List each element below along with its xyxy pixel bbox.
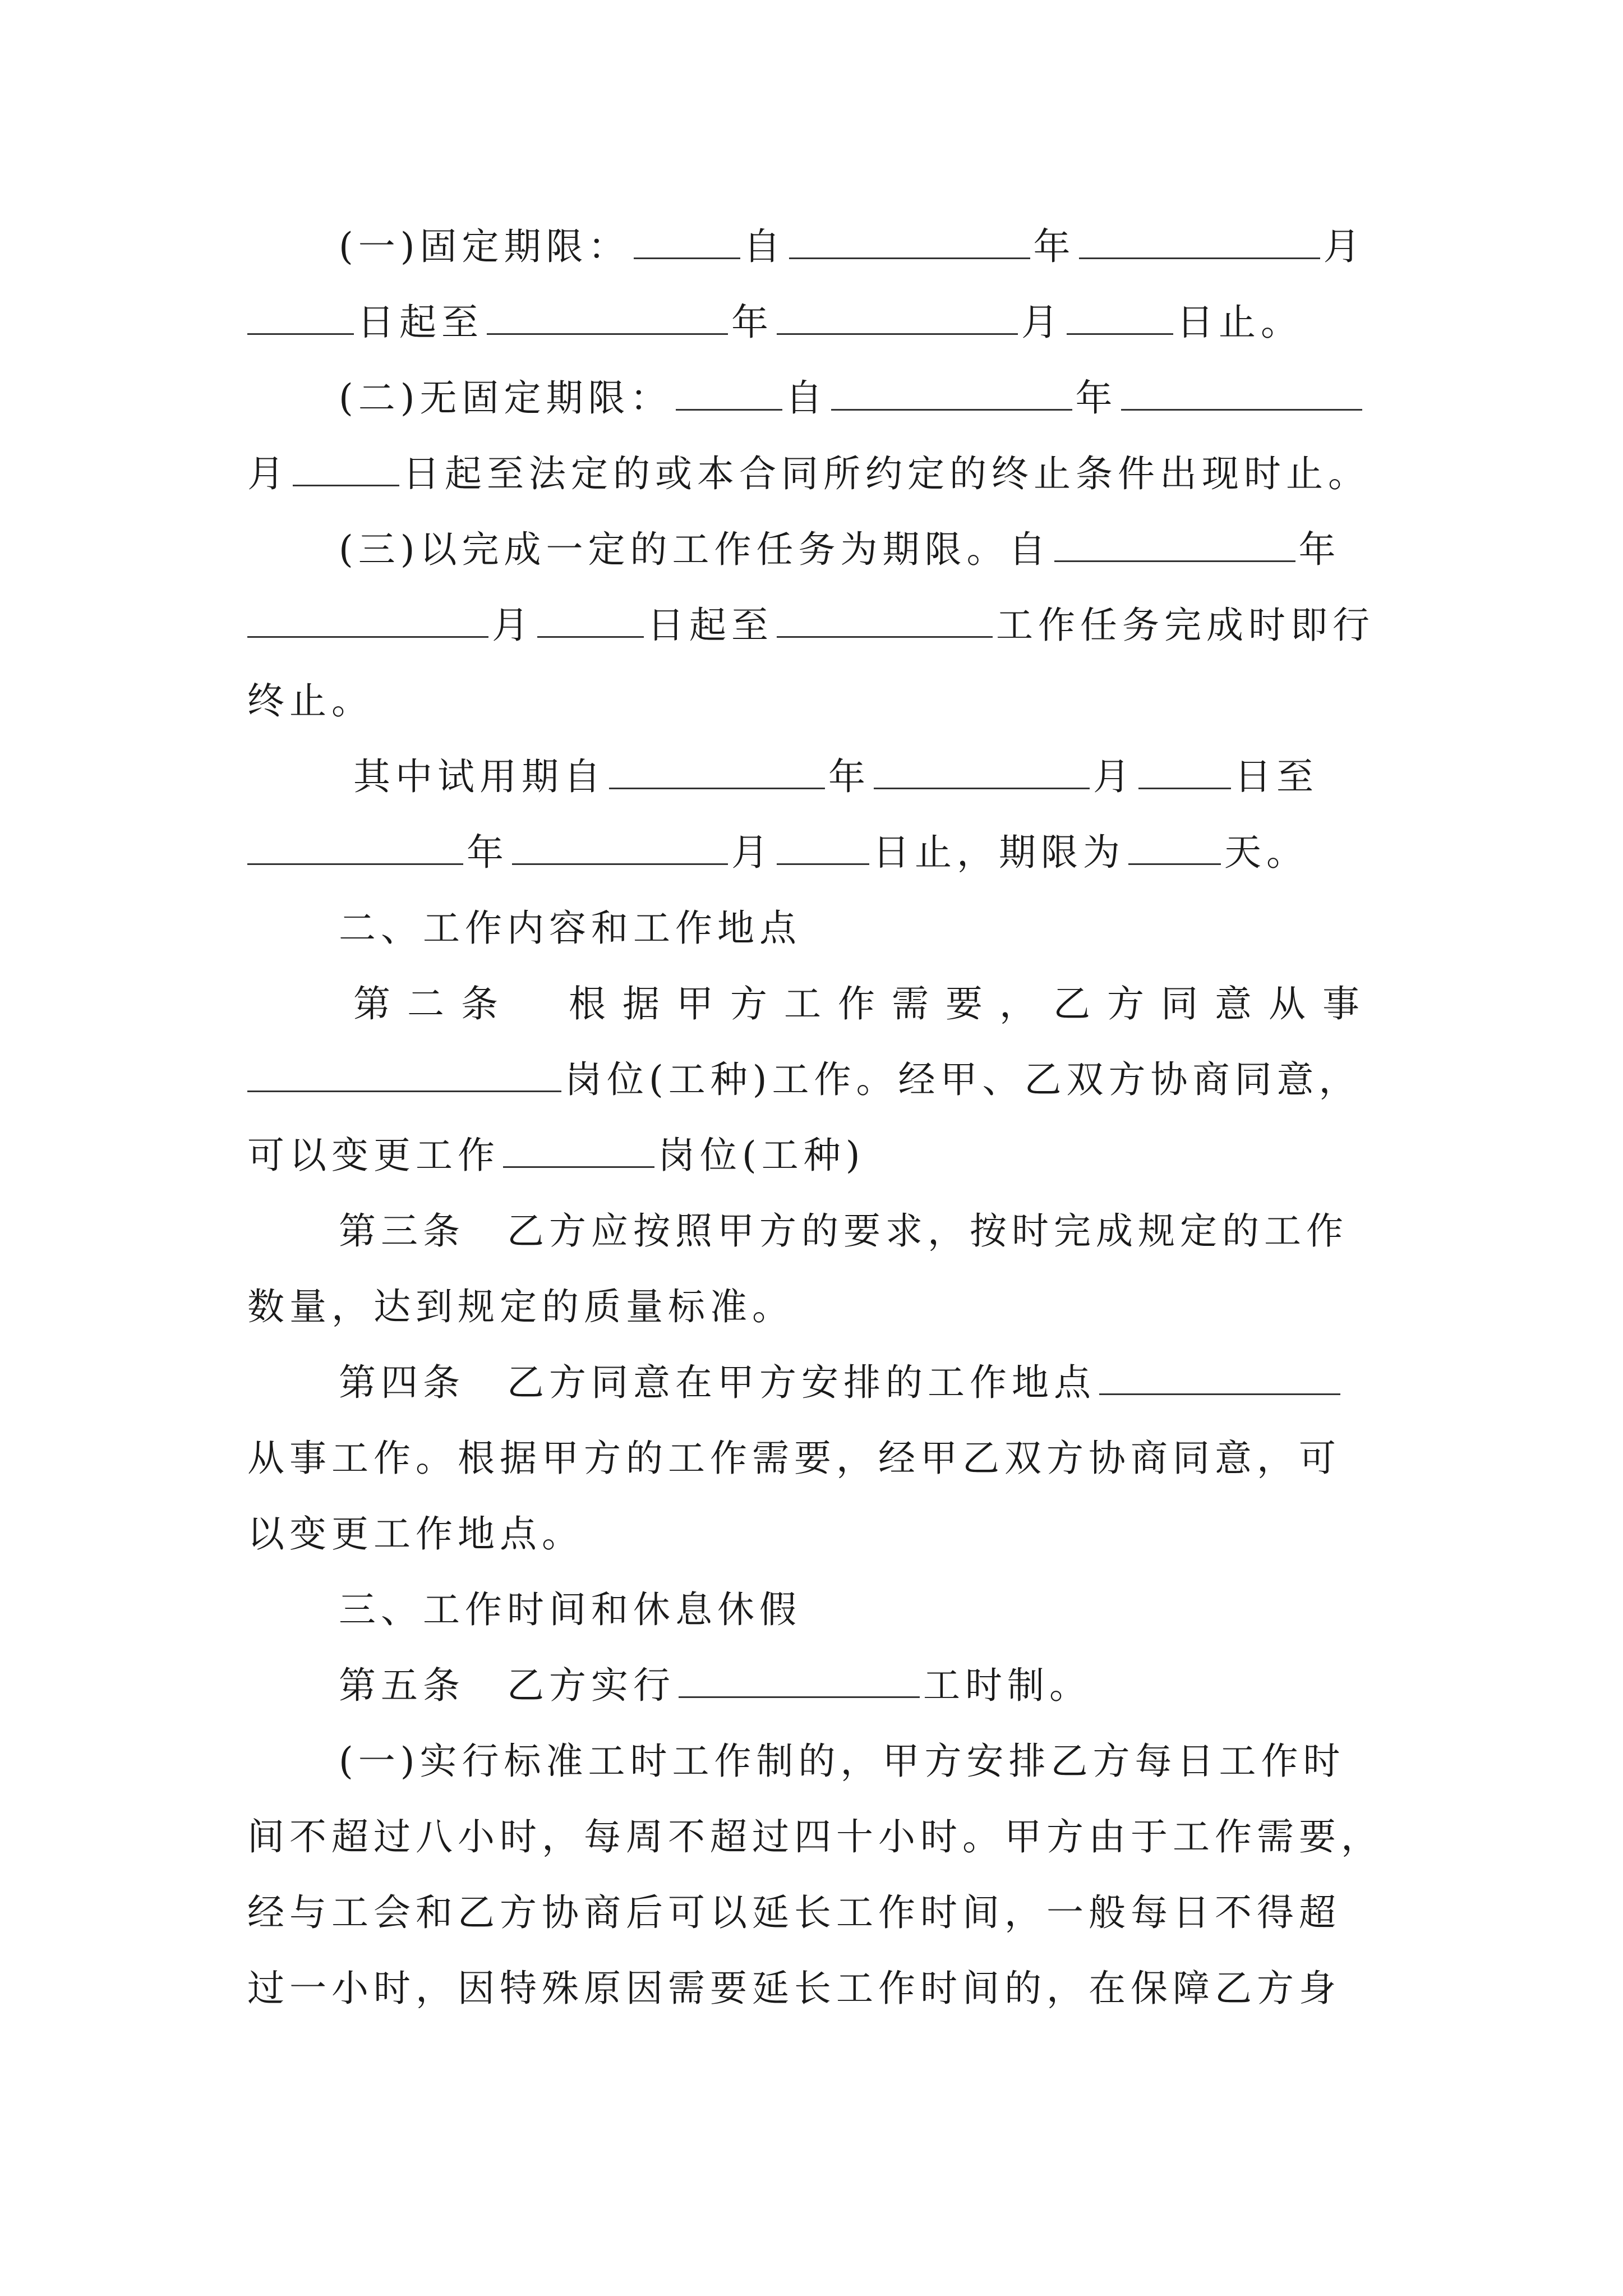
blank-field[interactable] (537, 600, 644, 638)
task-term-line-1 (339, 524, 1393, 575)
blank-field[interactable] (247, 1055, 561, 1092)
article-4-line-3 (247, 1509, 1393, 1559)
section-title: 二、工作内容和工作地点 (339, 907, 801, 950)
text-days: 天。 (1224, 831, 1308, 874)
blank-field[interactable] (503, 1130, 654, 1168)
article-2-line-3 (247, 1130, 1393, 1181)
article-2-text: 第二条 根据甲方工作需要，乙方同意从事 (353, 982, 1376, 1025)
task-term-line-2 (247, 600, 1393, 651)
standard-hours-text-3: 经与工会和乙方协商后可以延长工作时间，一般每日不得超 (247, 1891, 1341, 1934)
text-day-end: 日止。 (1177, 301, 1303, 344)
text-month: 月 (1093, 755, 1135, 798)
text-year: 年 (467, 831, 509, 874)
article-3-line-1 (339, 1206, 1393, 1257)
text-year: 年 (1298, 528, 1341, 571)
text-year: 年 (1075, 376, 1118, 420)
open-term-label: (二)无固定期限： (339, 376, 672, 420)
probation-period-text: 日止，期限为 (873, 831, 1125, 874)
article-5-work-hours: 工时制。 (923, 1664, 1091, 1707)
text-from: 自 (785, 376, 828, 420)
blank-field[interactable] (679, 1660, 920, 1698)
open-term-line-2 (247, 449, 1393, 499)
standard-hours-line-4 (247, 1963, 1393, 2014)
blank-field[interactable] (247, 827, 463, 865)
fixed-term-label: (一)固定期限： (339, 225, 630, 268)
text-terminate: 终止。 (247, 679, 374, 723)
task-term-line-3 (247, 676, 1393, 726)
blank-field[interactable] (1079, 222, 1320, 259)
blank-field[interactable] (609, 752, 825, 789)
blank-field[interactable] (777, 827, 869, 865)
open-term-line-1 (339, 373, 1393, 424)
article-2-job-text: 岗位(工种)工作。经甲、乙双方协商同意， (565, 1058, 1361, 1101)
fixed-term-line-2 (247, 297, 1393, 348)
text-year: 年 (731, 301, 773, 344)
article-3-text: 第三条 乙方应按照甲方的要求，按时完成规定的工作 (339, 1209, 1348, 1253)
text-year: 年 (828, 755, 870, 798)
standard-hours-text: (一)实行标准工时工作制的，甲方安排乙方每日工作时 (339, 1740, 1345, 1783)
article-2-job-type: 岗位(工种) (658, 1134, 865, 1177)
text-start-to: 日起至 (647, 604, 773, 647)
section-title: 三、工作时间和休息休假 (339, 1588, 801, 1631)
text-month: 月 (1021, 301, 1063, 344)
article-4-text-end: 以变更工作地点。 (247, 1512, 584, 1556)
standard-hours-text-2: 间不超过八小时，每周不超过四十小时。甲方由于工作需要， (247, 1815, 1383, 1858)
blank-field[interactable] (789, 222, 1030, 259)
article-4-text: 第四条 乙方同意在甲方安排的工作地点 (339, 1361, 1096, 1404)
blank-field[interactable] (1138, 752, 1231, 789)
standard-hours-line-2 (247, 1812, 1393, 1862)
text-year: 年 (1033, 225, 1076, 268)
blank-field[interactable] (1099, 1358, 1340, 1395)
article-5-text: 第五条 乙方实行 (339, 1664, 675, 1707)
text-month: 月 (247, 452, 289, 495)
blank-field[interactable] (512, 827, 728, 865)
blank-field[interactable] (874, 752, 1090, 789)
text-month: 月 (492, 604, 534, 647)
blank-field[interactable] (293, 449, 399, 486)
text-day-to: 日至 (1234, 755, 1318, 798)
standard-hours-line-3 (247, 1888, 1393, 1938)
fixed-term-line-1 (339, 222, 1393, 272)
article-2-change-text: 可以变更工作 (247, 1134, 500, 1177)
article-2-line-2 (247, 1055, 1393, 1105)
section-heading-3 (339, 1585, 1393, 1635)
article-3-text-cont: 数量，达到规定的质量标准。 (247, 1285, 794, 1328)
article-4-line-2 (247, 1433, 1393, 1484)
blank-field[interactable] (247, 297, 354, 335)
text-month: 月 (1323, 225, 1366, 268)
probation-line-2 (247, 827, 1393, 878)
blank-field[interactable] (634, 222, 740, 259)
blank-field[interactable] (777, 297, 1018, 335)
article-2-line-1 (353, 979, 1393, 1029)
text-month: 月 (731, 831, 773, 874)
blank-field[interactable] (676, 373, 782, 411)
blank-field[interactable] (1054, 524, 1295, 562)
article-5-line-1 (339, 1660, 1393, 1711)
blank-field[interactable] (831, 373, 1072, 411)
text-from: 自 (743, 225, 786, 268)
section-heading-2 (339, 903, 1393, 954)
article-3-line-2 (247, 1282, 1393, 1332)
blank-field[interactable] (1067, 297, 1173, 335)
blank-field[interactable] (487, 297, 728, 335)
standard-hours-text-4: 过一小时，因特殊原因需要延长工作时间的，在保障乙方身 (247, 1967, 1341, 2010)
open-term-end-text: 日起至法定的或本合同所约定的终止条件出现时止。 (403, 452, 1370, 495)
task-term-label: (三)以完成一定的工作任务为期限。自 (339, 528, 1051, 571)
probation-line-1 (353, 752, 1393, 802)
blank-field[interactable] (1128, 827, 1221, 865)
probation-label: 其中试用期自 (353, 755, 606, 798)
blank-field[interactable] (247, 600, 488, 638)
blank-field[interactable] (777, 600, 993, 638)
text-start-to: 日起至 (357, 301, 483, 344)
standard-hours-line-1 (339, 1736, 1393, 1787)
article-4-line-1 (339, 1358, 1393, 1408)
blank-field[interactable] (1121, 373, 1362, 411)
article-4-text-cont: 从事工作。根据甲方的工作需要，经甲乙双方协商同意，可 (247, 1437, 1341, 1480)
task-complete-text: 工作任务完成时即行 (996, 604, 1375, 647)
